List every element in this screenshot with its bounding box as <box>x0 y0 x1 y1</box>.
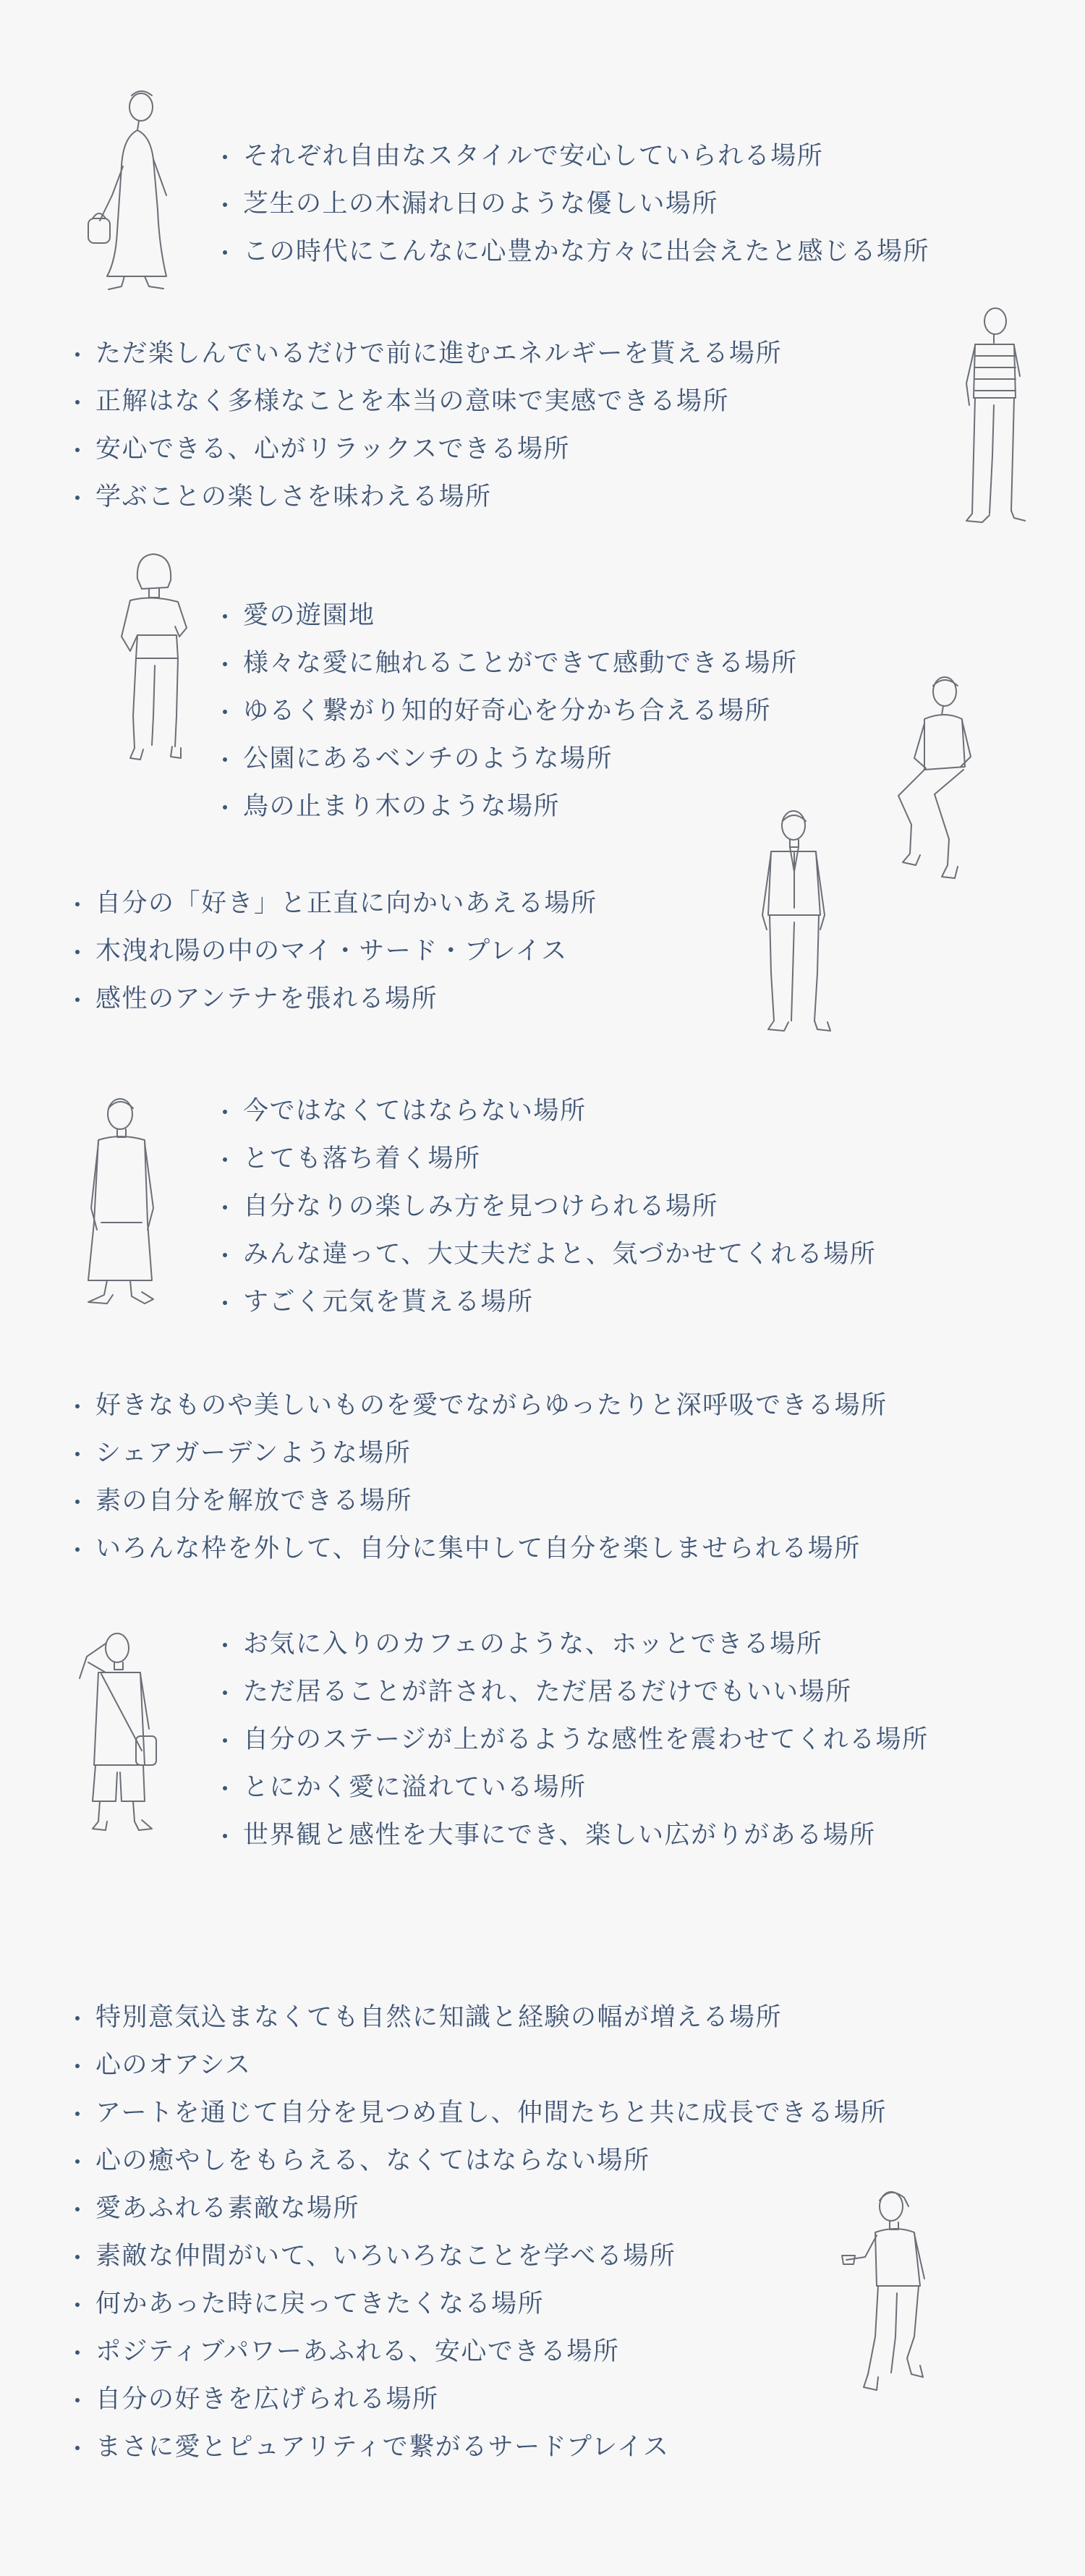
man-striped-shirt-illustration <box>953 304 1026 528</box>
list-item: ただ居ることが許され、ただ居るだけでもいい場所 <box>223 1668 929 1716</box>
list-item: 学ぶことの楽しさを味わえる場所 <box>75 473 782 521</box>
list-item: 心の癒やしをもらえる、なくてはならない場所 <box>75 2137 887 2185</box>
list-item: お気に入りのカフェのような、ホッとできる場所 <box>223 1620 929 1668</box>
list-item: 世界観と感性を大事にでき、楽しい広がりがある場所 <box>223 1811 929 1859</box>
list-item: それぞれ自由なスタイルで安心していられる場所 <box>223 132 929 180</box>
list-item: 特別意気込まなくても自然に知識と経験の幅が増える場所 <box>75 1994 887 2041</box>
list-item: アートを通じて自分を見つめ直し、仲間たちと共に成長できる場所 <box>75 2089 887 2137</box>
list-item: 正解はなく多様なことを本当の意味で実感できる場所 <box>75 378 782 425</box>
list-item: ただ楽しんでいるだけで前に進むエネルギーを貰える場所 <box>75 330 782 378</box>
section-2-list <box>75 330 782 521</box>
list-item: とにかく愛に溢れている場所 <box>223 1764 929 1811</box>
list-item: 何かあった時に戻ってきたくなる場所 <box>75 2280 887 2328</box>
woman-long-coat-illustration <box>72 1092 166 1313</box>
list-item: ゆるく繋がり知的好奇心を分かち合える場所 <box>223 687 798 735</box>
list-item: 鳥の止まり木のような場所 <box>223 783 798 830</box>
list-item: 素の自分を解放できる場所 <box>75 1477 888 1525</box>
list-item: 自分の好きを広げられる場所 <box>75 2376 887 2423</box>
section-4-list <box>75 880 597 1023</box>
list-item: 安心できる、心がリラックスできる場所 <box>75 425 782 473</box>
list-item: 自分なりの楽しみ方を見つけられる場所 <box>223 1183 876 1230</box>
section-3-list <box>223 592 798 830</box>
section-6-list <box>75 1382 888 1573</box>
list-item: 素敵な仲間がいて、いろいろなことを学べる場所 <box>75 2232 887 2280</box>
list-item: 今ではなくてはならない場所 <box>223 1087 876 1135</box>
list-item: シェアガーデンような場所 <box>75 1429 888 1477</box>
woman-long-skirt-bag-illustration <box>72 87 188 293</box>
list-item: みんな違って、大丈夫だよと、気づかせてくれる場所 <box>223 1230 876 1278</box>
woman-bob-hair-illustration <box>109 550 203 767</box>
list-item: 心のオアシス <box>75 2041 887 2089</box>
list-item: すごく元気を貰える場所 <box>223 1278 876 1326</box>
section-1-list <box>223 132 929 276</box>
list-item: 好きなものや美しいものを愛でながらゆったりと深呼吸できる場所 <box>75 1382 888 1429</box>
list-item: 自分のステージが上がるような感性を震わせてくれる場所 <box>223 1716 929 1764</box>
list-item: 愛あふれる素敵な場所 <box>75 2185 887 2232</box>
list-item: とても落ち着く場所 <box>223 1135 876 1183</box>
list-item: この時代にこんなに心豊かな方々に出会えたと感じる場所 <box>223 228 929 276</box>
list-item: 自分の「好き」と正直に向かいあえる場所 <box>75 880 597 927</box>
section-5-list <box>223 1087 876 1326</box>
man-shorts-shoulder-bag-illustration <box>72 1628 166 1837</box>
list-item: 木洩れ陽の中のマイ・サード・プレイス <box>75 927 597 975</box>
list-item: まさに愛とピュアリティで繋がるサードプレイス <box>75 2423 887 2471</box>
man-suit-illustration <box>752 807 835 1034</box>
woman-holding-cup-illustration <box>839 2185 933 2402</box>
section-8-list <box>75 1994 887 2471</box>
list-item: 公園にあるベンチのような場所 <box>223 735 798 783</box>
list-item: 芝生の上の木漏れ日のような優しい場所 <box>223 180 929 228</box>
list-item: いろんな枠を外して、自分に集中して自分を楽しませられる場所 <box>75 1525 888 1573</box>
woman-sitting-illustration <box>882 673 977 883</box>
list-item: 様々な愛に触れることができて感動できる場所 <box>223 639 798 687</box>
list-item: ポジティブパワーあふれる、安心できる場所 <box>75 2328 887 2376</box>
section-7-list <box>223 1620 929 1859</box>
list-item: 愛の遊園地 <box>223 592 798 639</box>
list-item: 感性のアンテナを張れる場所 <box>75 975 597 1023</box>
